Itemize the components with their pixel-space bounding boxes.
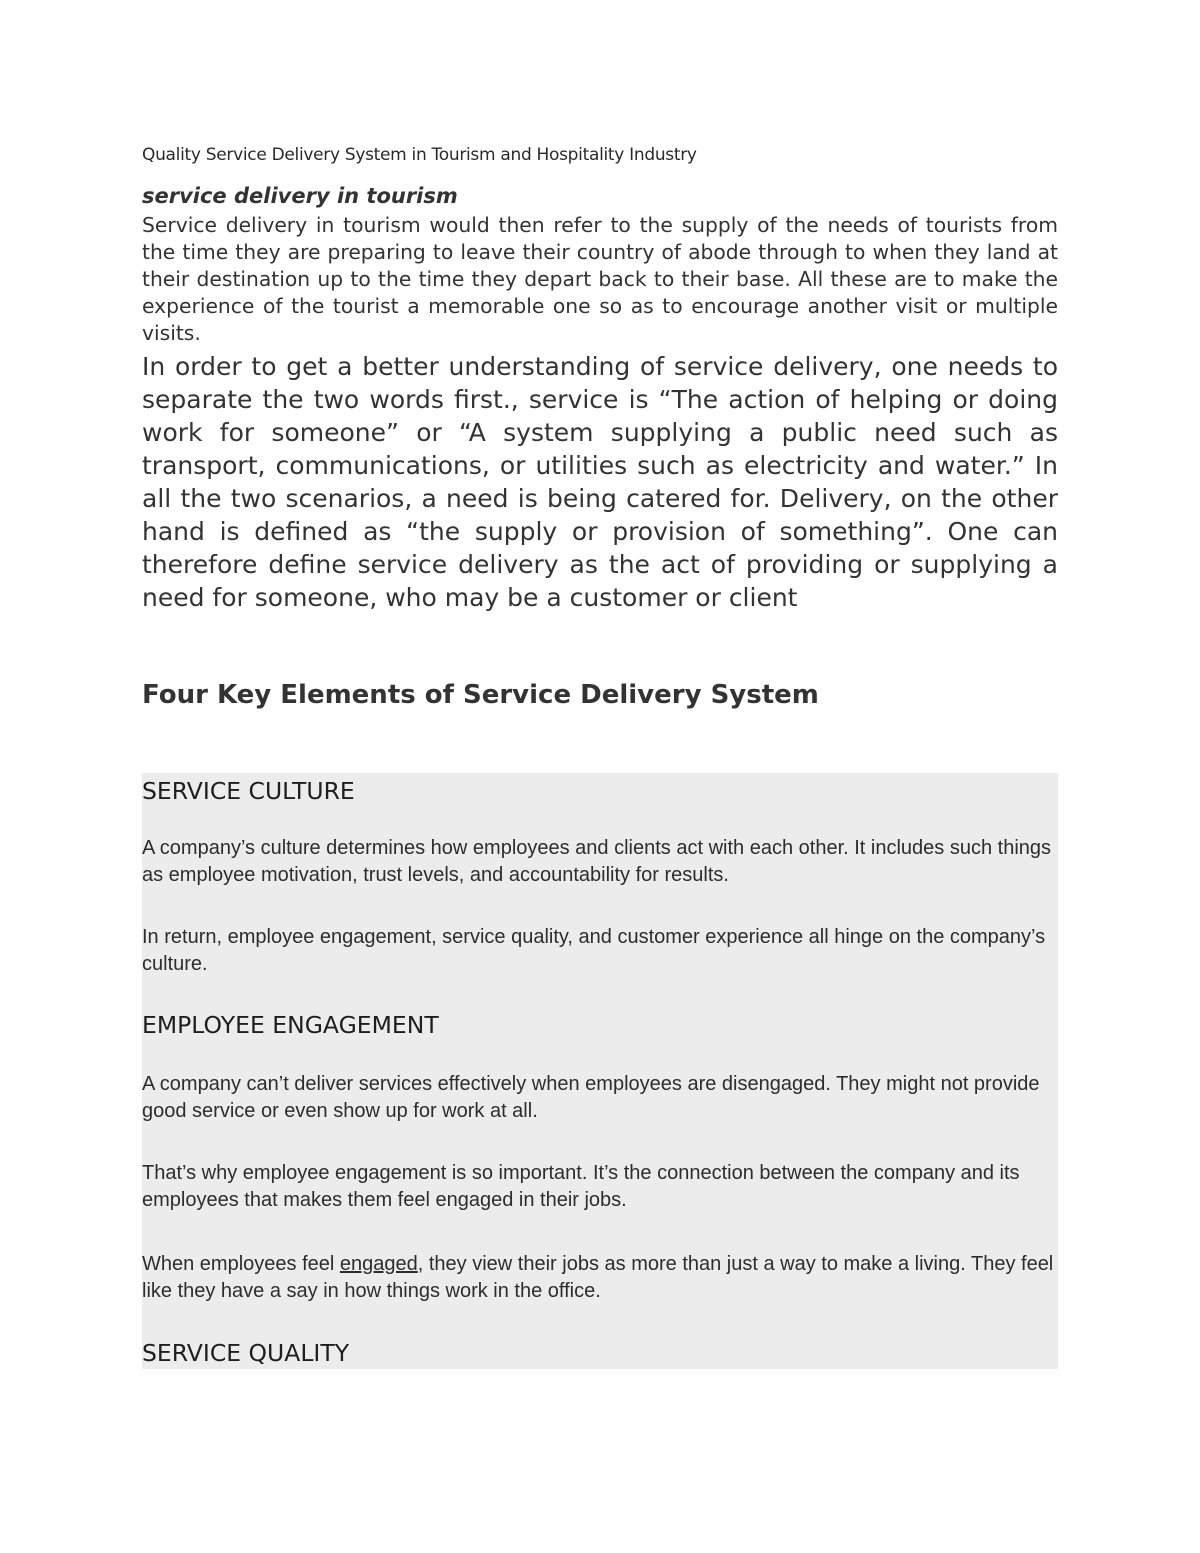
key-elements-block bbox=[142, 773, 1058, 1369]
employee-engagement-paragraph-1: A company can’t deliver services effectively when employees are disengaged. They might not provide good service or even show up for work at all. bbox=[142, 1073, 1040, 1122]
paragraph-text: , they view their jobs as more than just a way to make a living. They feel like they have a say in how things work in the office. bbox=[142, 1253, 1054, 1302]
engaged-link[interactable]: engaged bbox=[339, 1253, 418, 1275]
employee-engagement-paragraph-2: That’s why employee engagement is so important. It’s the connection between the company and its employees that makes them feel engaged in their jobs. bbox=[142, 1162, 1020, 1211]
definition-paragraph: In order to get a better understanding of service delivery, one needs to separate the two words first., service is “The action of helping or doing work for someone” or “A system supplying a public need such as transport, communications, or utilities such as electricity and water.” In all the two scenarios, a need is being catered for. Delivery, on the other hand is defined as “the supply or provision of something”. One can therefore define service delivery as the act of providing or supplying a need for someone, who may be a customer or client bbox=[142, 352, 1058, 612]
subheading: service delivery in tourism bbox=[142, 184, 458, 208]
section-heading: Four Key Elements of Service Delivery System bbox=[142, 680, 819, 710]
document-title: Quality Service Delivery System in Tourism and Hospitality Industry bbox=[142, 145, 697, 165]
employee-engagement-heading: EMPLOYEE ENGAGEMENT bbox=[142, 1011, 439, 1039]
employee-engagement-paragraph-3 bbox=[142, 1251, 1058, 1305]
service-culture-heading: SERVICE CULTURE bbox=[142, 777, 355, 805]
paragraph-text: When employees feel bbox=[142, 1253, 340, 1275]
service-quality-heading: SERVICE QUALITY bbox=[142, 1339, 350, 1367]
intro-paragraph: Service delivery in tourism would then refer to the supply of the needs of tourists from the time they are preparing to leave their country of abode through to when they land at their destination up to the time they depart back to their base. All these are to make the experience of the tourist a memorable one so as to encourage another visit or multiple visits. bbox=[142, 213, 1058, 345]
service-culture-paragraph-2: In return, employee engagement, service quality, and customer experience all hinge on the company’s culture. bbox=[142, 926, 1046, 975]
service-culture-paragraph-1: A company’s culture determines how employees and clients act with each other. It includes such things as employee motivation, trust levels, and accountability for results. bbox=[142, 837, 1052, 886]
